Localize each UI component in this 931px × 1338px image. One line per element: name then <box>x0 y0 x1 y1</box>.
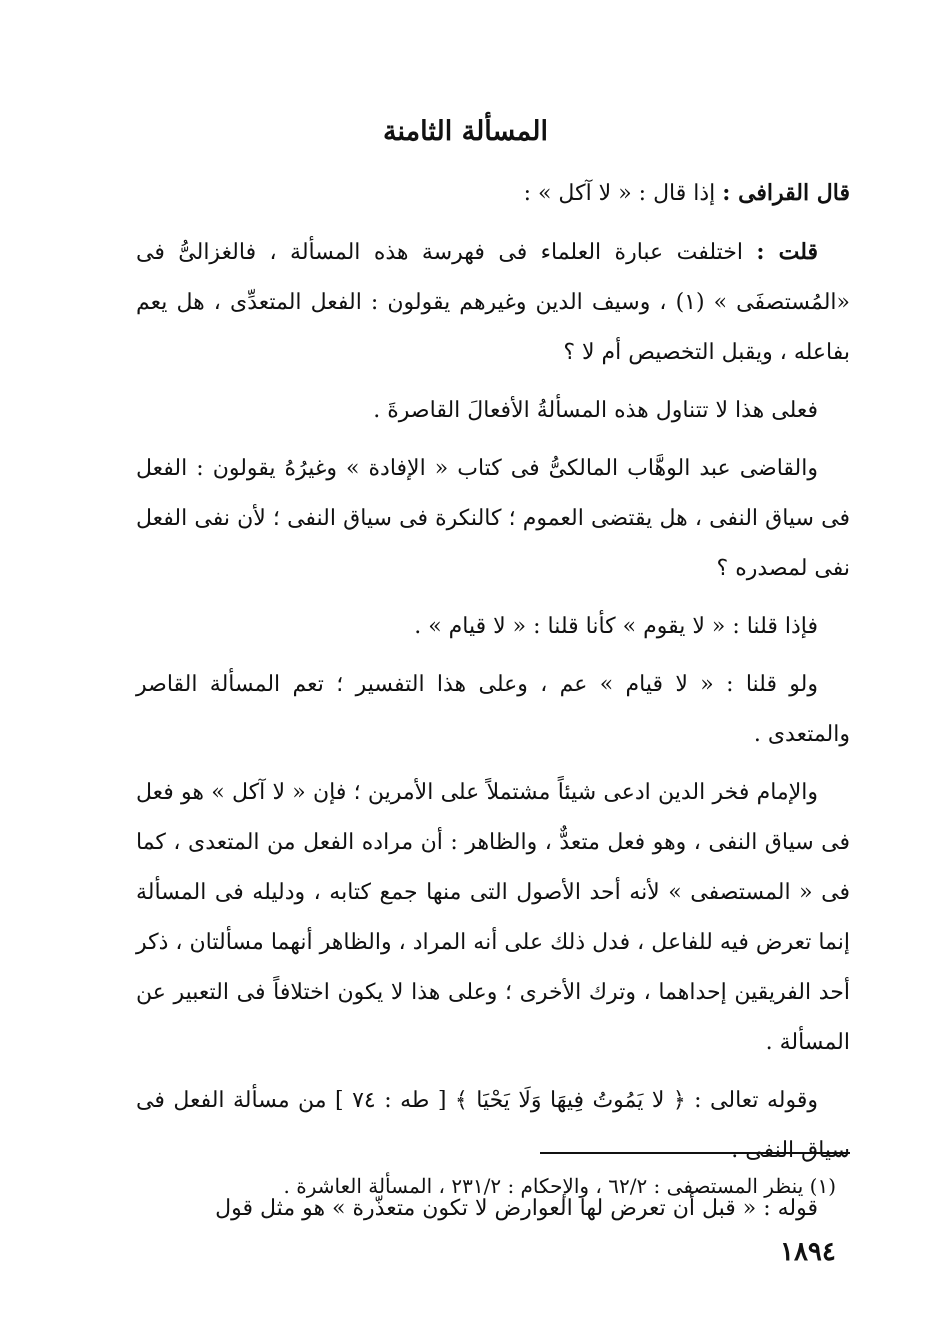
paragraph-text: وقوله تعالى : ﴿ لا يَمُوتُ فِيهَا وَلَا يَحْيَا ﴾ [ طه : ٧٤ ] من مسألة الفعل فى سياق النفى . <box>136 1088 850 1163</box>
body-text <box>136 168 850 1242</box>
paragraph-text: والإمام فخر الدين ادعى شيئاً مشتملاً على الأمرين ؛ فإن « لا آكل » هو فعل فى سياق النفى ، وهو فعل متعدٌّ ، والظاهر : أن مراده الفعل من المتعدى ، كما فى « المستصفى » لأنه أحد الأصول التى منها جمع كتابه ، ودليله فى المسألة إنما تعرض فيه للفاعل ، فدل ذلك على أنه المراد ، والظاهر أنهما مسألتان ، ذكر أحد الفريقين إحداهما ، وترك الأخرى ؛ وعلى هذا لا يكون اختلافاً فى التعبير عن المسألة . <box>136 780 850 1055</box>
paragraph-lead: قلت : <box>756 239 819 265</box>
paragraph <box>136 227 850 378</box>
paragraph-lead: قال القرافى : <box>722 180 850 206</box>
page-number: ١٨٩٤ <box>780 1237 836 1267</box>
paragraph <box>136 602 850 652</box>
paragraph <box>136 768 850 1068</box>
paragraph-text: قوله : « قبل أن تعرض لها العوارض لا تكون متعذّرة » هو مثل قول <box>215 1196 818 1221</box>
paragraph-text: ولو قلنا : « لا قيام » عم ، وعلى هذا التفسير ؛ تعم المسألة القاصر والمتعدى . <box>136 672 850 747</box>
paragraph <box>136 444 850 594</box>
section-title: المسألة الثامنة <box>383 116 548 147</box>
paragraph-text: إذا قال : « لا آكل » : <box>523 181 723 206</box>
paragraph-text: فإذا قلنا : « لا يقوم » كأنا قلنا : « لا قيام » . <box>414 614 818 639</box>
paragraph <box>136 386 850 436</box>
footnote-divider <box>540 1152 850 1154</box>
footnote: (١) ينظر المستصفى : ٦٢/٢ ، والإحكام : ٢٣١/٢ ، المسألة العاشرة . <box>283 1174 836 1198</box>
paragraph <box>136 168 850 219</box>
paragraph-text: والقاضى عبد الوهَّاب المالكىُّ فى كتاب « الإفادة » وغيرُهُ يقولون : الفعل فى سياق النفى ، هل يقتضى العموم ؛ كالنكرة فى سياق النفى ؛ لأن نفى الفعل نفى لمصدره ؟ <box>136 456 850 581</box>
paragraph <box>136 660 850 760</box>
paragraph-text: اختلفت عبارة العلماء فى فهرسة هذه المسألة ، فالغزالىُّ فى «المُستصفَى » (١) ، وسيف الدين وغيرهم يقولون : الفعل المتعدِّى ، هل يعم بفاعله ، ويقبل التخصيص أم لا ؟ <box>136 240 850 365</box>
paragraph <box>136 1076 850 1176</box>
paragraph-text: فعلى هذا لا تتناول هذه المسألةُ الأفعالَ القاصرةَ . <box>373 398 818 423</box>
